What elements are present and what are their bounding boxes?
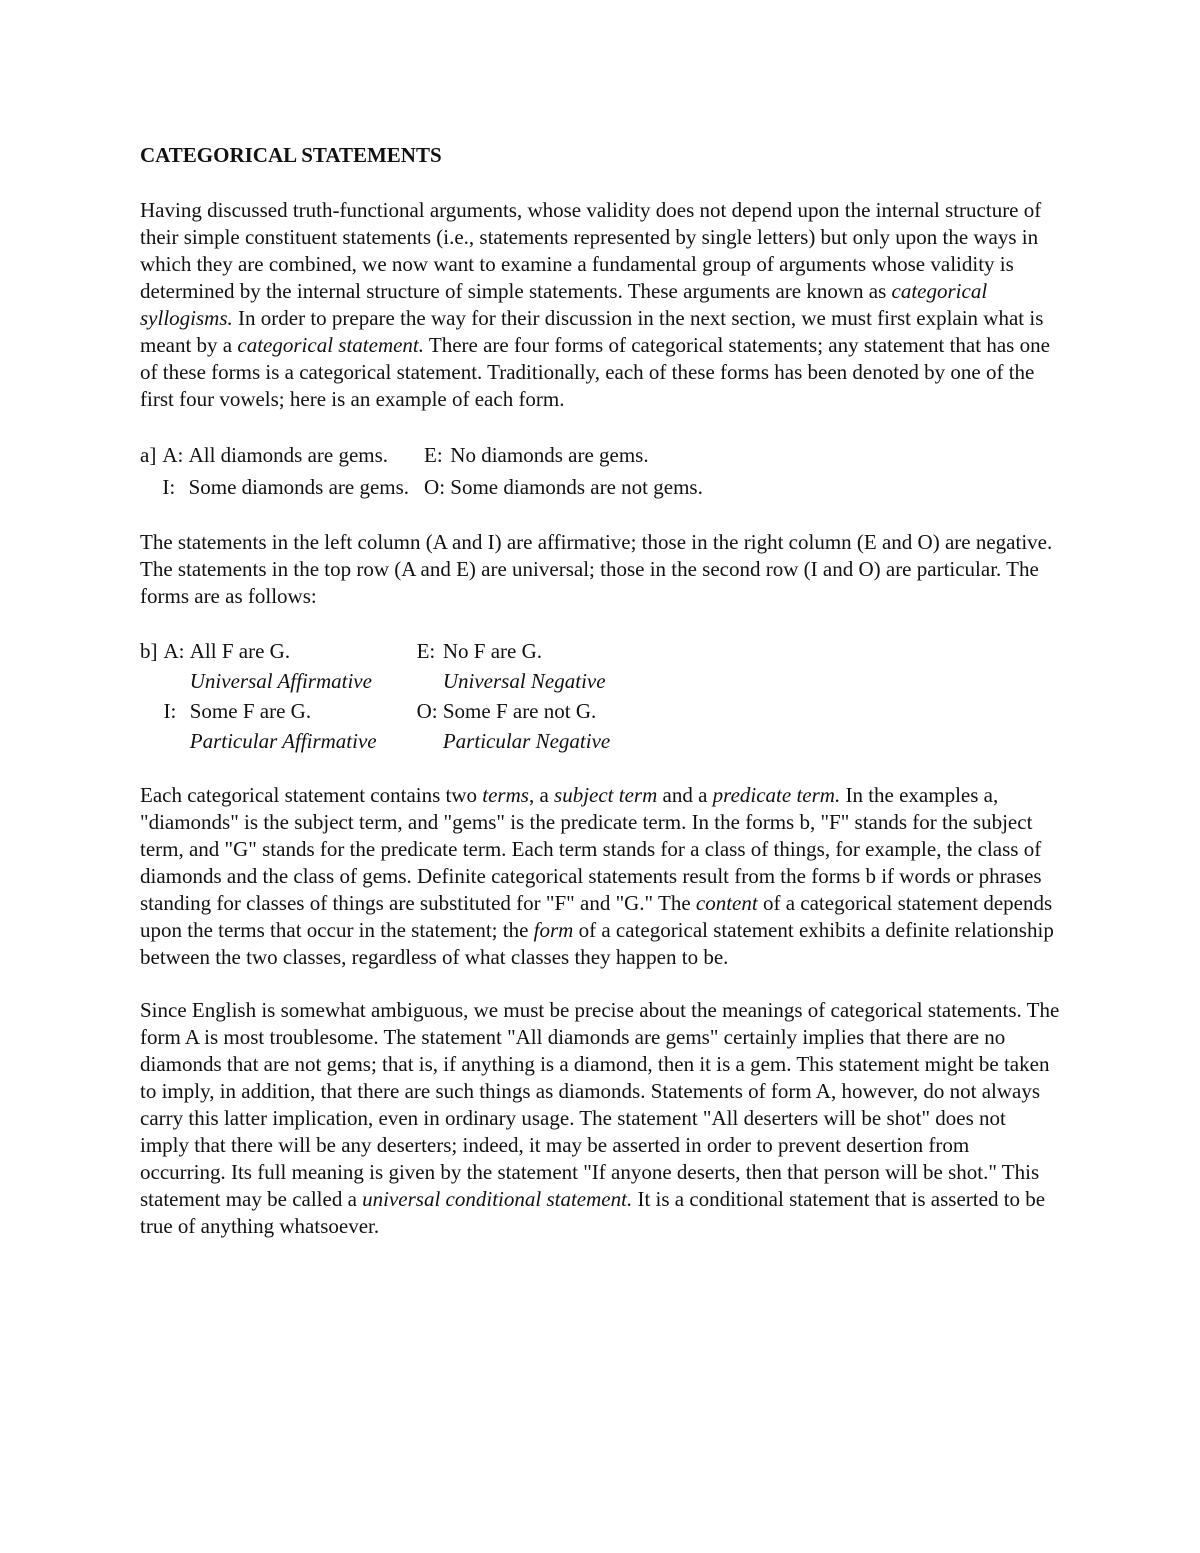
emphasis-term: form <box>533 918 574 942</box>
form-name: Particular Affirmative <box>189 729 377 753</box>
example-tag: a] <box>140 443 157 467</box>
form-statement: No F are G. <box>442 639 543 663</box>
example-statement: Some diamonds are gems. <box>188 475 410 499</box>
terms-paragraph: Each categorical statement contains two terms, a subject term and a predicate term. In the examples a, "diamonds" is the subject term, and "gems" is the predicate term. In the forms b, "F" stands for the subject term, and "G" stands for the predicate term. Each term stands for a class of things, for example, the class of diamonds and the class of gems. Definite categorical statements result from the forms b if words or phrases standing for classes of things are substituted for "F" and "G." The content of a categorical statement depends upon the terms that occur in the statement; the form of a categorical statement exhibits a definite relationship between the two classes, regardless of what classes they happen to be. <box>140 783 1054 969</box>
form-name-row <box>140 726 610 756</box>
example-tag: b] <box>140 639 158 663</box>
form-statement: All F are G. <box>189 639 291 663</box>
meaning-paragraph: Since English is somewhat ambiguous, we must be precise about the meanings of categorical statements. The form A is most troublesome. The statement "All diamonds are gems" certainly implies that there are no diamonds that are not gems; that is, if anything is a diamond, then it is a gem. This statement might be taken to imply, in addition, that there are such things as diamonds. Statements of form A, however, do not always carry this latter implication, even in ordinary usage. The statement "All deserters will be shot" does not imply that there will be any deserters; indeed, it may be asserted in order to prevent desertion from occurring. Its full meaning is given by the statement "If anyone deserts, then that person will be shot." This statement may be called a universal conditional statement. It is a conditional statement that is asserted to be true of anything whatsoever. <box>140 998 1060 1238</box>
example-statement: All diamonds are gems. <box>188 443 389 467</box>
emphasis-term: content <box>695 891 758 915</box>
emphasis-term: categorical statement. <box>237 333 425 357</box>
emphasis-term: subject term <box>554 783 658 807</box>
column-row-paragraph: The statements in the left column (A and I) are affirmative; those in the right column (E and O) are negative. The statements in the top row (A and E) are universal; those in the second row (I and O) are particular. The forms are as follows: <box>140 530 1053 608</box>
form-row <box>140 696 610 726</box>
text-run: Having discussed truth-functional arguments, whose validity does not depend upon the internal structure of their simple constituent statements (i.e., statements represented by single letters) but only upon the ways in which they are combined, we now want to examine a fundamental group of arguments whose validity is determined by the internal structure of simple statements. These arguments are known as <box>140 198 1042 303</box>
emphasis-term: predicate term. <box>712 783 841 807</box>
example-row <box>140 471 703 503</box>
example-statement: Some diamonds are not gems. <box>450 475 703 499</box>
examples-a-table <box>140 439 703 503</box>
form-letter: E: <box>416 639 436 663</box>
form-name: Universal Negative <box>442 669 606 693</box>
example-row <box>140 439 703 471</box>
form-name-row <box>140 666 610 696</box>
form-letter: A: <box>163 639 185 663</box>
document-title: CATEGORICAL STATEMENTS <box>140 143 442 167</box>
form-letter: I: <box>162 475 176 499</box>
examples-b-table <box>140 636 610 756</box>
form-name: Universal Affirmative <box>189 669 372 693</box>
emphasis-term: universal conditional statement. <box>362 1187 633 1211</box>
text-run: There are four forms of categorical statements; any statement that has one of these forms is a categorical statement. Traditionally, each of these forms has been denoted by one of the first four vowels; here is an example of each form. <box>140 333 1050 411</box>
form-letter: O: <box>424 475 446 499</box>
intro-paragraph <box>140 197 1060 413</box>
example-statement: No diamonds are gems. <box>450 443 649 467</box>
form-statement: Some F are G. <box>189 699 312 723</box>
form-name: Particular Negative <box>442 729 611 753</box>
form-letter: A: <box>162 443 184 467</box>
document-page <box>140 142 1060 1266</box>
form-row <box>140 636 610 666</box>
text-run: In order to prepare the way for their discussion in the next section, we must first explain what is meant by a <box>140 306 1044 357</box>
emphasis-term: categorical syllogisms. <box>140 279 988 330</box>
form-statement: Some F are not G. <box>442 699 597 723</box>
emphasis-term: terms <box>482 783 529 807</box>
form-letter: I: <box>163 699 177 723</box>
form-letter: O: <box>416 699 438 723</box>
form-letter: E: <box>424 443 443 467</box>
